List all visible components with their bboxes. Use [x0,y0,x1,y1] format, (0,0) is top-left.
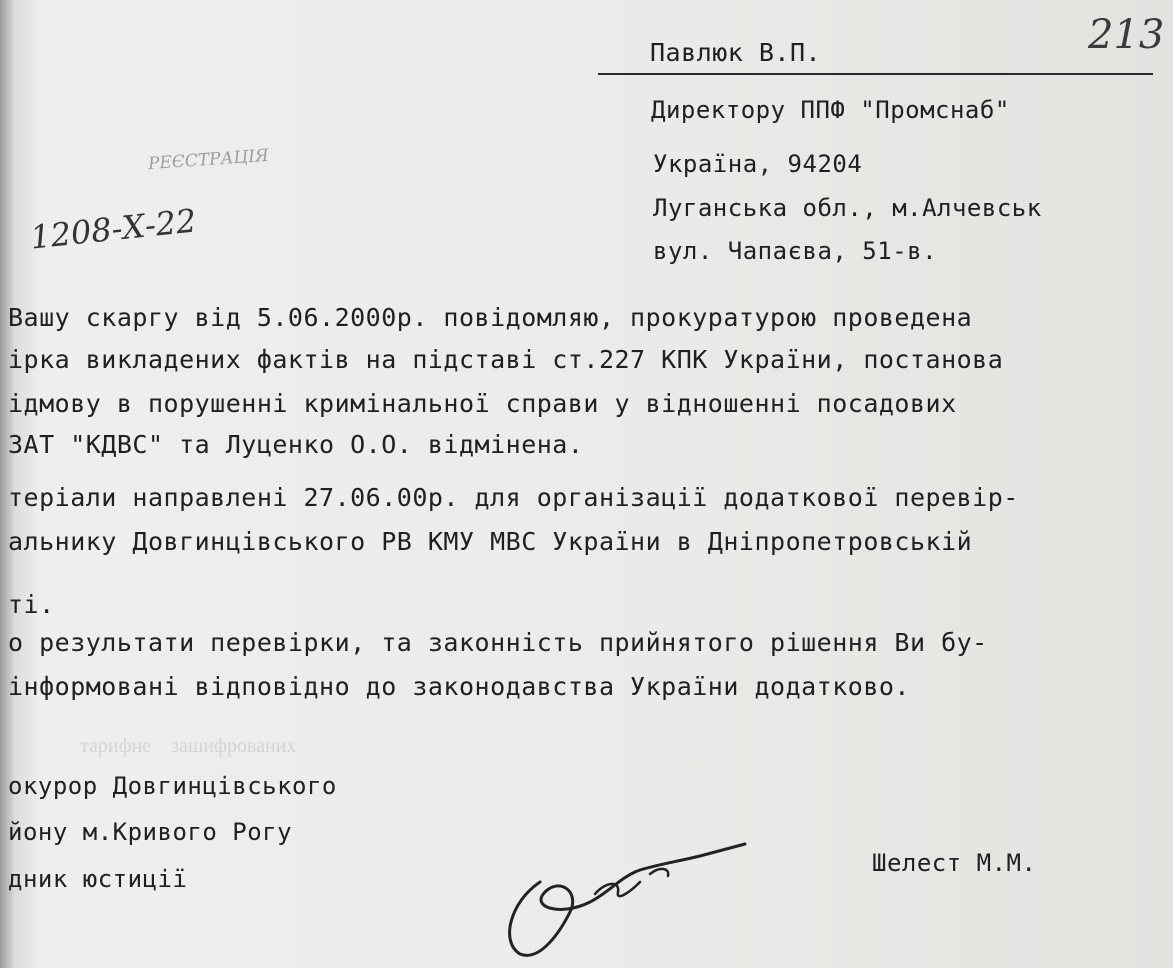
body-line: теріали направлені 27.06.00р. для організації додаткової перевір- [8,483,1019,512]
bleed-through-text: тарифне зашифрованих [80,735,632,757]
recipient-street: вул. Чапаєва, 51-в. [653,237,938,265]
body-line: інформовані відповідно до законодавства України додатково. [8,672,910,701]
body-line: ЗАТ "КДВС" та Луценко О.О. відмінена. [8,430,584,459]
registration-number: 1208-Х-22 [28,201,199,257]
signer-title-line: окурор Довгинцівського [8,772,337,800]
body-line: ірка викладених фактів на підставі ст.227 КПК України, постанова [8,345,1004,374]
recipient-name: Павлюк В.П. [650,38,822,67]
signer-name: Шелест М.М. [872,849,1037,877]
recipient-underline [598,73,1153,75]
signer-title-line: дник юстиції [8,865,188,893]
body-line: ідмову в порушенні кримінальної справи у відношенні посадових [8,389,957,418]
recipient-position: Директору ППФ "Промснаб" [651,96,1010,124]
signer-title-line: йону м.Кривого Рогу [8,818,293,846]
handwritten-signature [500,822,750,962]
body-line: альнику Довгинцівського РВ КМУ МВС України в Дніпропетровській [8,527,973,556]
registration-stamp: РЕЄСТРАЦІЯ [147,145,270,175]
signature-stroke [510,844,745,955]
body-line: о результати перевірки, та законність прийнятого рішення Ви бу- [8,628,988,657]
recipient-country-zip: Україна, 94204 [653,150,863,178]
body-line: ті. [8,590,55,619]
folio-number: 213 [1088,12,1165,58]
body-line: Вашу скаргу від 5.06.2000р. повідомляю, прокуратурою проведена [8,303,973,332]
recipient-region-city: Луганська обл., м.Алчевськ [653,194,1042,222]
bleed-through-text [130,900,135,923]
